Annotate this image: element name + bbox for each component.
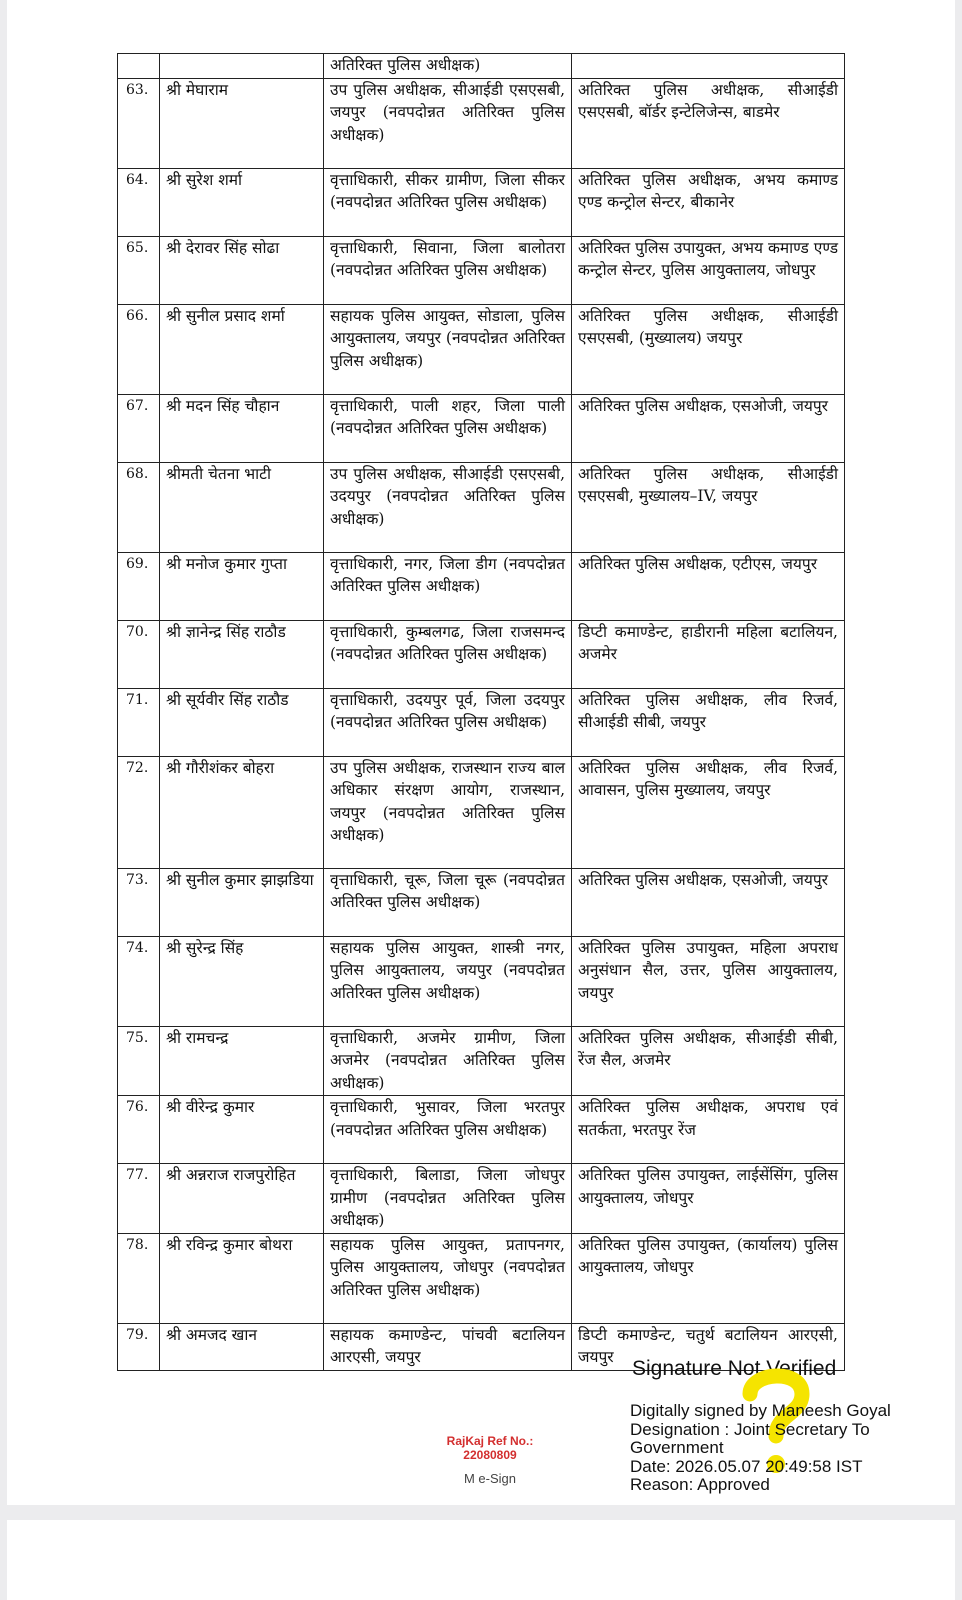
serial-number-cell: 74. — [118, 936, 160, 1026]
serial-number-cell: 73. — [118, 868, 160, 936]
current-post-cell: अतिरिक्त पुलिस अधीक्षक) — [324, 54, 572, 79]
table-row — [118, 78, 845, 168]
current-post-cell: सहायक पुलिस आयुक्त, सोडाला, पुलिस आयुक्तालय, जयपुर (नवपदोन्नत अतिरिक्त पुलिस अधीक्षक) — [324, 304, 572, 394]
table-row — [118, 756, 845, 868]
new-posting-cell: अतिरिक्त पुलिस उपायुक्त, (कार्यालय) पुलिस आयुक्तालय, जोधपुर — [572, 1233, 845, 1323]
serial-number-cell: 64. — [118, 168, 160, 236]
serial-number-cell: 78. — [118, 1233, 160, 1323]
serial-number-cell: 79. — [118, 1323, 160, 1370]
new-posting-cell: अतिरिक्त पुलिस अधीक्षक, अभय कमाण्ड एण्ड कन्ट्रोल सेन्टर, बीकानेर — [572, 168, 845, 236]
officer-name-cell: श्री मेघाराम — [160, 78, 324, 168]
table-row — [118, 1164, 845, 1234]
table-row — [118, 394, 845, 462]
current-post-cell: सहायक कमाण्डेन्ट, पांचवी बटालियन आरएसी, जयपुर — [324, 1323, 572, 1370]
new-posting-cell: अतिरिक्त पुलिस अधीक्षक, एटीएस, जयपुर — [572, 552, 845, 620]
current-post-cell: वृत्ताधिकारी, चूरू, जिला चूरू (नवपदोन्नत अतिरिक्त पुलिस अधीक्षक) — [324, 868, 572, 936]
current-post-cell: वृत्ताधिकारी, पाली शहर, जिला पाली (नवपदोन्नत अतिरिक्त पुलिस अधीक्षक) — [324, 394, 572, 462]
rajkaj-ref-number: 22080809 — [463, 1448, 517, 1462]
serial-number-cell: 65. — [118, 236, 160, 304]
officer-name-cell: श्री सुनील कुमार झाझडिया — [160, 868, 324, 936]
serial-number-cell: 66. — [118, 304, 160, 394]
current-post-cell: उप पुलिस अधीक्षक, राजस्थान राज्य बाल अधिकार संरक्षण आयोग, राजस्थान, जयपुर (नवपदोन्नत अतिरिक्त पुलिस अधीक्षक) — [324, 756, 572, 868]
new-posting-cell: डिप्टी कमाण्डेन्ट, हाडीरानी महिला बटालियन, अजमेर — [572, 620, 845, 688]
officer-name-cell: श्री देरावर सिंह सोढा — [160, 236, 324, 304]
officer-name-cell: श्री सूर्यवीर सिंह राठौड — [160, 688, 324, 756]
new-posting-cell: अतिरिक्त पुलिस उपायुक्त, लाईसेंसिंग, पुलिस आयुक्तालय, जोधपुर — [572, 1164, 845, 1234]
new-posting-cell: अतिरिक्त पुलिस अधीक्षक, लीव रिजर्व, सीआईडी सीबी, जयपुर — [572, 688, 845, 756]
new-posting-cell: अतिरिक्त पुलिस अधीक्षक, सीआईडी एसएसबी, (मुख्यालय) जयपुर — [572, 304, 845, 394]
officer-name-cell: श्री सुनील प्रसाद शर्मा — [160, 304, 324, 394]
serial-number-cell: 72. — [118, 756, 160, 868]
new-posting-cell: अतिरिक्त पुलिस उपायुक्त, महिला अपराध अनुसंधान सैल, उत्तर, पुलिस आयुक्तालय, जयपुर — [572, 936, 845, 1026]
current-post-cell: वृत्ताधिकारी, बिलाडा, जिला जोधपुर ग्रामीण (नवपदोन्नत अतिरिक्त पुलिस अधीक्षक) — [324, 1164, 572, 1234]
table-row — [118, 304, 845, 394]
officer-name-cell: श्री ज्ञानेन्द्र सिंह राठौड — [160, 620, 324, 688]
current-post-cell: वृत्ताधिकारी, भुसावर, जिला भरतपुर (नवपदोन्नत अतिरिक्त पुलिस अधीक्षक) — [324, 1096, 572, 1164]
serial-number-cell: 71. — [118, 688, 160, 756]
new-posting-cell: अतिरिक्त पुलिस अधीक्षक, सीआईडी एसएसबी, मुख्यालय–IV, जयपुर — [572, 462, 845, 552]
table-row — [118, 552, 845, 620]
officer-name-cell: श्री सुरेन्द्र सिंह — [160, 936, 324, 1026]
new-posting-cell: अतिरिक्त पुलिस अधीक्षक, लीव रिजर्व, आवासन, पुलिस मुख्यालय, जयपुर — [572, 756, 845, 868]
signed-by: Digitally signed by Maneesh Goyal — [630, 1401, 891, 1420]
table-row — [118, 168, 845, 236]
esign-label: M e-Sign — [463, 1471, 517, 1486]
officer-name-cell: श्री अमजद खान — [160, 1323, 324, 1370]
serial-number-cell: 77. — [118, 1164, 160, 1234]
transfer-order-table — [117, 53, 845, 1371]
next-page-edge — [7, 1520, 955, 1600]
officer-name-cell: श्री मदन सिंह चौहान — [160, 394, 324, 462]
current-post-cell: सहायक पुलिस आयुक्त, प्रतापनगर, पुलिस आयुक्तालय, जोधपुर (नवपदोन्नत अतिरिक्त पुलिस अधीक्षक) — [324, 1233, 572, 1323]
sign-date: Date: 2026.05.07 20:49:58 IST — [630, 1456, 863, 1476]
new-posting-cell: अतिरिक्त पुलिस उपायुक्त, अभय कमाण्ड एण्ड कन्ट्रोल सेन्टर, पुलिस आयुक्तालय, जोधपुर — [572, 236, 845, 304]
officer-name-cell: श्री सुरेश शर्मा — [160, 168, 324, 236]
current-post-cell: उप पुलिस अधीक्षक, सीआईडी एसएसबी, जयपुर (नवपदोन्नत अतिरिक्त पुलिस अधीक्षक) — [324, 78, 572, 168]
new-posting-cell: अतिरिक्त पुलिस अधीक्षक, सीआईडी सीबी, रेंज सैल, अजमेर — [572, 1026, 845, 1096]
officer-name-cell: श्री रविन्द्र कुमार बोथरा — [160, 1233, 324, 1323]
officer-name-cell: श्री अन्नराज राजपुरोहित — [160, 1164, 324, 1234]
current-post-cell: वृत्ताधिकारी, उदयपुर पूर्व, जिला उदयपुर (नवपदोन्नत अतिरिक्त पुलिस अधीक्षक) — [324, 688, 572, 756]
table-row — [118, 1026, 845, 1096]
serial-number-cell — [118, 54, 160, 79]
officer-name-cell: श्री मनोज कुमार गुप्ता — [160, 552, 324, 620]
table-row — [118, 868, 845, 936]
designation: Designation : Joint Secretary To — [630, 1419, 870, 1439]
current-post-cell: वृत्ताधिकारी, नगर, जिला डीग (नवपदोन्नत अतिरिक्त पुलिस अधीक्षक) — [324, 552, 572, 620]
current-post-cell: सहायक पुलिस आयुक्त, शास्त्री नगर, पुलिस आयुक्तालय, जयपुर (नवपदोन्नत अतिरिक्त पुलिस अधीक्षक) — [324, 936, 572, 1026]
table-row — [118, 936, 845, 1026]
table-row — [118, 1233, 845, 1323]
table-row — [118, 1096, 845, 1164]
new-posting-cell: अतिरिक्त पुलिस अधीक्षक, एसओजी, जयपुर — [572, 394, 845, 462]
serial-number-cell: 67. — [118, 394, 160, 462]
digital-signature-block — [630, 1402, 891, 1495]
current-post-cell: वृत्ताधिकारी, सिवाना, जिला बालोतरा (नवपदोन्नत अतिरिक्त पुलिस अधीक्षक) — [324, 236, 572, 304]
officer-name-cell: श्री रामचन्द्र — [160, 1026, 324, 1096]
designation-cont: Government — [630, 1438, 724, 1457]
serial-number-cell: 68. — [118, 462, 160, 552]
table-row — [118, 236, 845, 304]
new-posting-cell — [572, 54, 845, 79]
current-post-cell: उप पुलिस अधीक्षक, सीआईडी एसएसबी, उदयपुर (नवपदोन्नत अतिरिक्त पुलिस अधीक्षक) — [324, 462, 572, 552]
new-posting-cell: अतिरिक्त पुलिस अधीक्षक, सीआईडी एसएसबी, बॉर्डर इन्टेलिजेन्स, बाडमेर — [572, 78, 845, 168]
table-row — [118, 54, 845, 79]
new-posting-cell: अतिरिक्त पुलिस अधीक्षक, एसओजी, जयपुर — [572, 868, 845, 936]
officer-name-cell — [160, 54, 324, 79]
serial-number-cell: 63. — [118, 78, 160, 168]
officer-name-cell: श्री वीरेन्द्र कुमार — [160, 1096, 324, 1164]
officer-name-cell: श्रीमती चेतना भाटी — [160, 462, 324, 552]
current-post-cell: वृत्ताधिकारी, अजमेर ग्रामीण, जिला अजमेर (नवपदोन्नत अतिरिक्त पुलिस अधीक्षक) — [324, 1026, 572, 1096]
signature-status: Signature Not Verified — [632, 1357, 837, 1380]
officer-name-cell: श्री गौरीशंकर बोहरा — [160, 756, 324, 868]
serial-number-cell: 69. — [118, 552, 160, 620]
new-posting-cell: डिप्टी कमाण्डेन्ट, चतुर्थ बटालियन आरएसी, जयपुर — [572, 1323, 845, 1370]
new-posting-cell: अतिरिक्त पुलिस अधीक्षक, अपराध एवं सतर्कता, भरतपुर रेंज — [572, 1096, 845, 1164]
table-row — [118, 462, 845, 552]
current-post-cell: वृत्ताधिकारी, सीकर ग्रामीण, जिला सीकर (नवपदोन्नत अतिरिक्त पुलिस अधीक्षक) — [324, 168, 572, 236]
current-post-cell: वृत्ताधिकारी, कुम्बलगढ, जिला राजसमन्द (नवपदोन्नत अतिरिक्त पुलिस अधीक्षक) — [324, 620, 572, 688]
table-row — [118, 620, 845, 688]
table-row — [118, 688, 845, 756]
serial-number-cell: 76. — [118, 1096, 160, 1164]
rajkaj-ref-label: RajKaj Ref No.: — [446, 1434, 534, 1448]
serial-number-cell: 75. — [118, 1026, 160, 1096]
serial-number-cell: 70. — [118, 620, 160, 688]
sign-reason: Reason: Approved — [630, 1475, 770, 1494]
